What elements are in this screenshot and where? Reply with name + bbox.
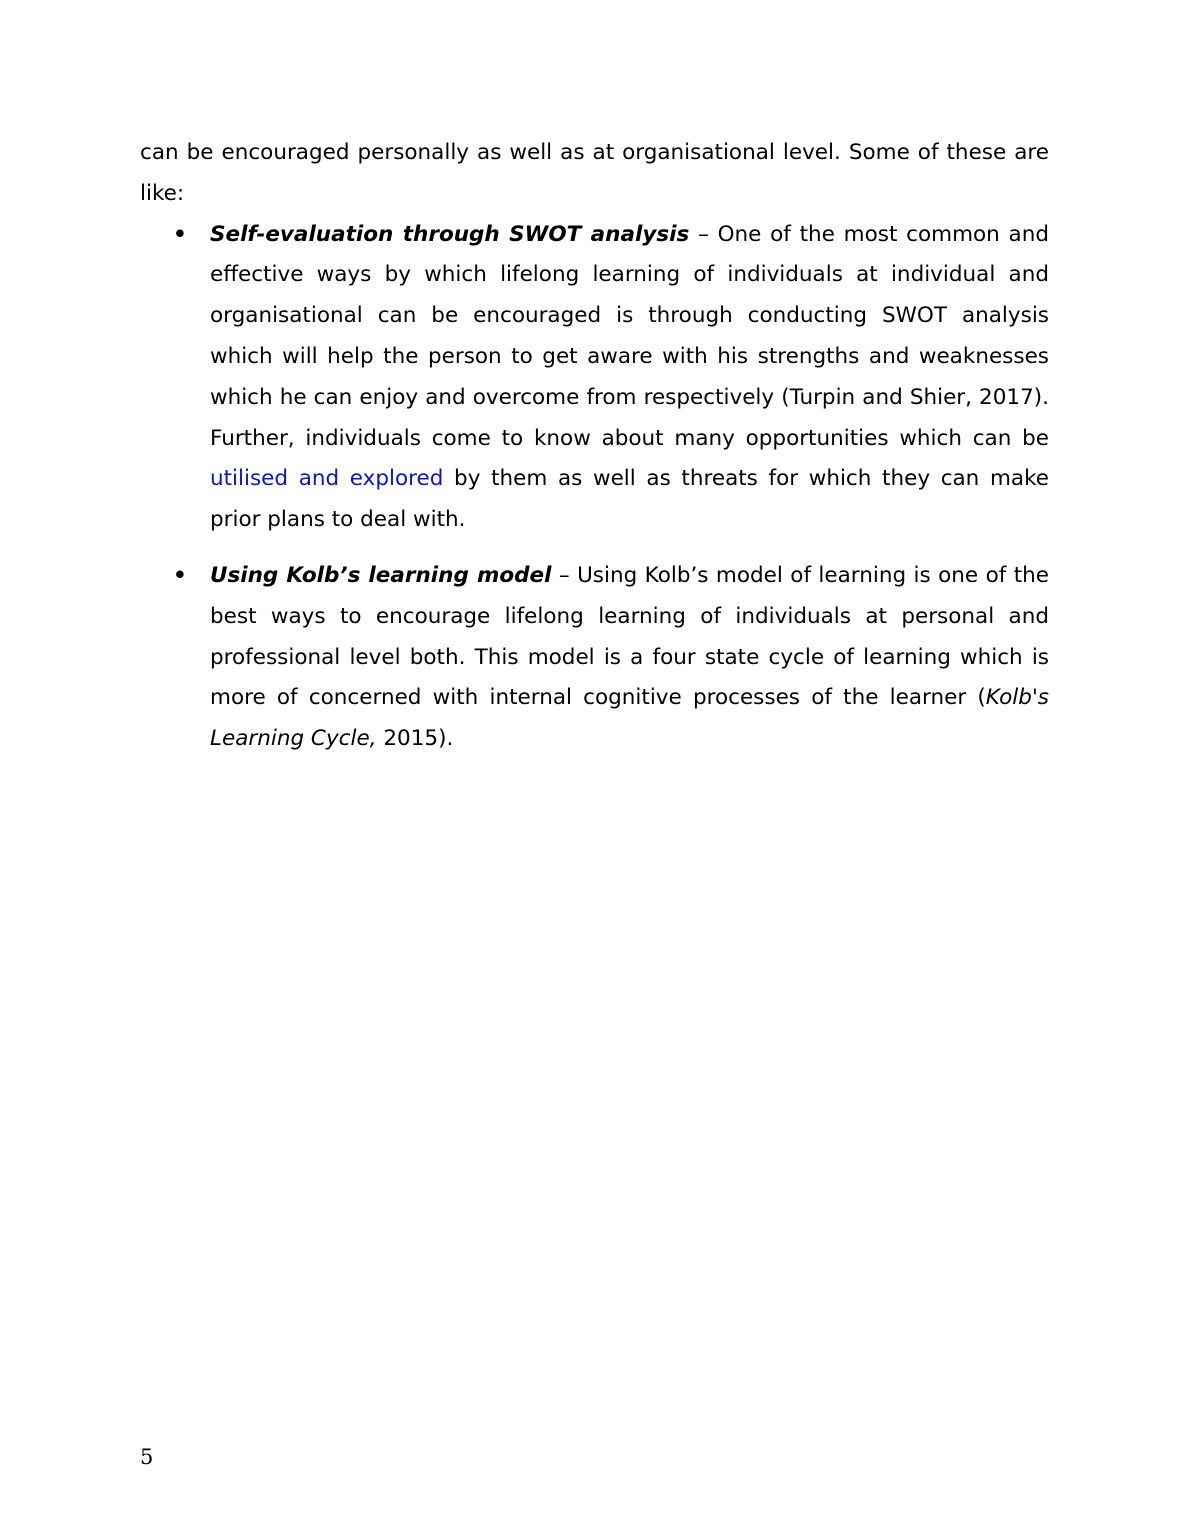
kolb-term: Using Kolb’s learning model [210, 562, 552, 588]
bullet-item-swot [140, 215, 1049, 541]
intro-paragraph: can be encouraged personally as well as at organisational level. Some of these are like: [140, 140, 1049, 206]
swot-text-after-link: by them as well as threats for which they can make prior plans to deal with. [210, 466, 1049, 533]
swot-term: Self-evaluation through SWOT analysis [210, 221, 690, 247]
bullet-item-kolb [140, 556, 1049, 760]
term-separator: – [689, 221, 718, 247]
utilised-explored-link[interactable]: utilised and explored [210, 466, 444, 492]
page-number: 5 [140, 1445, 154, 1469]
term-separator: – [551, 562, 578, 588]
bullet-icon: • [173, 562, 187, 588]
bullet-icon: • [173, 221, 187, 247]
kolb-text: Using Kolb’s model of learning is one of the best ways to encourage lifelong learning of individuals at personal and professional level both. This model is a four state cycle of learning which is more of concerned with internal cognitive processes of the learner ( [210, 562, 1049, 711]
page-body [140, 133, 1049, 760]
kolb-citation-year: 2015). [376, 726, 454, 752]
kolb-citation-title: Kolb's Learning Cycle, [210, 685, 1049, 752]
swot-text-before-link: One of the most common and effective ways by which lifelong learning of individuals at individual and organisational can be encouraged is through conducting SWOT analysis which will help the person to get aware with his strengths and weaknesses which he can enjoy and overcome from respectively (Turpin and Shier, 2017). Further, individuals come to know about many opportunities which can be [210, 221, 1049, 451]
bullet-list [140, 215, 1049, 760]
